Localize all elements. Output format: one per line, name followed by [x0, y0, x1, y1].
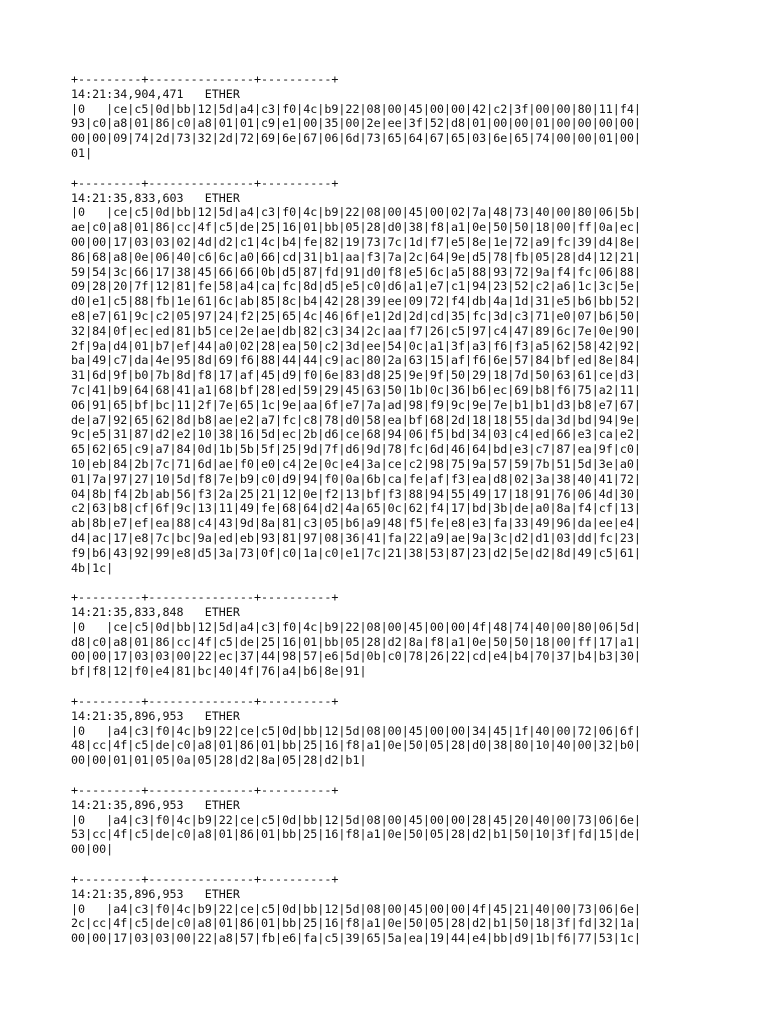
- hex-line: 9c|e5|31|87|d2|e2|10|38|16|5d|ec|2b|d6|ce|68|94|06|f5|bd|34|03|c4|ed|66|e3|ca|e2|: [71, 427, 641, 442]
- hex-line: 2c|cc|4f|c5|de|c0|a8|01|86|01|bb|25|16|f8|a1|0e|50|05|28|d2|b1|50|18|3f|fd|32|1a|: [71, 916, 641, 931]
- hex-line: 65|62|65|c9|a7|84|0d|1b|5b|5f|25|9d|7f|d6|9d|78|fc|6d|46|64|bd|e3|c7|87|ea|9f|c0|: [71, 442, 641, 457]
- hex-line: 93|c0|a8|01|86|c0|a8|01|01|c9|e1|00|35|00|2e|ee|3f|52|d8|01|00|00|01|00|00|00|00|: [71, 116, 641, 131]
- packet-separator: +---------+---------------+----------+: [71, 72, 339, 86]
- packet-separator: +---------+---------------+----------+: [71, 872, 339, 887]
- hex-line: de|a7|92|65|62|8d|b8|ae|e2|a7|fc|c8|78|d0|58|ea|bf|68|2d|18|18|55|da|3d|bd|94|9e|: [71, 412, 641, 427]
- hex-line: 2f|9a|d4|01|b7|ef|44|a0|02|28|ea|50|c2|3d|ee|54|0c|a1|3f|a3|f6|f3|a5|62|58|42|92|: [71, 338, 641, 353]
- hex-line: 00|00|01|01|05|0a|05|28|d2|8a|05|28|d2|b1|: [71, 753, 367, 768]
- hex-line: d8|c0|a8|01|86|cc|4f|c5|de|25|16|01|bb|05|28|d2|8a|f8|a1|0e|50|50|18|00|ff|17|a1|: [71, 634, 641, 649]
- packet-timestamp-header: 14:21:34,904,471 ETHER: [71, 86, 240, 101]
- hex-line: 7c|41|b9|64|68|41|a1|68|bf|28|ed|59|29|45|63|50|1b|0c|36|b6|ec|69|b8|f6|75|a2|11|: [71, 382, 641, 397]
- hex-line: bf|f8|12|f0|e4|81|bc|40|4f|76|a4|b6|8e|91|: [71, 664, 367, 679]
- hex-line: |0 |a4|c3|f0|4c|b9|22|ce|c5|0d|bb|12|5d|08|00|45|00|00|34|45|1f|40|00|72|06|6f|: [71, 723, 641, 738]
- hex-line: 32|84|0f|ec|ed|81|b5|ce|2e|ae|db|82|c3|34|2c|aa|f7|26|c5|97|c4|47|89|6c|7e|0e|90|: [71, 323, 641, 338]
- packet-block: [71, 176, 691, 576]
- hex-line: ba|49|c7|da|4e|95|8d|69|f6|88|44|44|c9|ac|80|2a|63|15|af|f6|6e|57|84|bf|ed|8e|84|: [71, 353, 641, 368]
- hex-dump-document: [71, 72, 691, 961]
- hex-line: 4b|1c|: [71, 560, 114, 575]
- hex-line: c2|63|b8|cf|6f|9c|13|11|49|fe|68|64|d2|4a|65|0c|62|f4|17|bd|3b|de|a0|8a|f4|cf|13|: [71, 501, 641, 516]
- hex-line: 06|91|65|bf|bc|11|2f|7e|65|1c|9e|aa|6f|e7|7a|ad|98|f9|9c|9e|7e|b1|b1|d3|b8|e7|67|: [71, 397, 641, 412]
- packet-timestamp-header: 14:21:35,896,953 ETHER: [71, 797, 240, 812]
- hex-line: d0|e1|c5|88|fb|1e|61|6c|ab|85|8c|b4|42|28|39|ee|09|72|f4|db|4a|1d|31|e5|b6|bb|52|: [71, 294, 641, 309]
- hex-line: |0 |ce|c5|0d|bb|12|5d|a4|c3|f0|4c|b9|22|08|00|45|00|02|7a|48|73|40|00|80|06|5b|: [71, 205, 641, 220]
- hex-line: 86|68|a8|0e|06|40|c6|6c|a0|66|cd|31|b1|aa|f3|7a|2c|64|9e|d5|78|fb|05|28|d4|12|21|: [71, 249, 641, 264]
- hex-line: 53|cc|4f|c5|de|c0|a8|01|86|01|bb|25|16|f8|a1|0e|50|05|28|d2|b1|50|10|3f|fd|15|de|: [71, 827, 641, 842]
- packet-block: [71, 590, 691, 679]
- hex-line: |0 |ce|c5|0d|bb|12|5d|a4|c3|f0|4c|b9|22|08|00|45|00|00|42|c2|3f|00|00|80|11|f4|: [71, 101, 641, 116]
- packet-timestamp-header: 14:21:35,833,603 ETHER: [71, 190, 240, 205]
- hex-line: 48|cc|4f|c5|de|c0|a8|01|86|01|bb|25|16|f8|a1|0e|50|05|28|d0|38|80|10|40|00|32|b0|: [71, 738, 641, 753]
- hex-line: 00|00|: [71, 842, 114, 857]
- packet-timestamp-header: 14:21:35,896,953 ETHER: [71, 886, 240, 901]
- hex-line: 10|eb|84|2b|7c|71|6d|ae|f0|e0|c4|2e|0c|e4|3a|ce|c2|98|75|9a|57|59|7b|51|5d|3e|a0|: [71, 456, 641, 471]
- hex-line: f9|b6|43|92|99|e8|d5|3a|73|0f|c0|1a|c0|e1|7c|21|38|53|87|23|d2|5e|d2|8d|49|c5|61|: [71, 545, 641, 560]
- hex-line: 31|6d|9f|b0|7b|8d|f8|17|af|45|d9|f0|6e|83|d8|25|9e|9f|50|29|18|7d|50|63|61|ce|d3|: [71, 368, 641, 383]
- packet-block: [71, 694, 691, 768]
- packet-separator: +---------+---------------+----------+: [71, 694, 339, 709]
- hex-line: d4|ac|17|e8|7c|bc|9a|ed|eb|93|81|97|08|36|41|fa|22|a9|ae|9a|3c|d2|d1|03|dd|fc|23|: [71, 530, 641, 545]
- hex-line: 00|00|17|03|03|00|22|ec|37|44|98|57|e6|5d|0b|c0|78|26|22|cd|e4|b4|70|37|b4|b3|30|: [71, 649, 641, 664]
- packet-separator: +---------+---------------+----------+: [71, 783, 339, 798]
- packet-block: [71, 872, 691, 946]
- hex-line: |0 |a4|c3|f0|4c|b9|22|ce|c5|0d|bb|12|5d|08|00|45|00|00|28|45|20|40|00|73|06|6e|: [71, 812, 641, 827]
- hex-line: |0 |ce|c5|0d|bb|12|5d|a4|c3|f0|4c|b9|22|08|00|45|00|00|4f|48|74|40|00|80|06|5d|: [71, 619, 641, 634]
- hex-line: 00|00|09|74|2d|73|32|2d|72|69|6e|67|06|6d|73|65|64|67|65|03|6e|65|74|00|00|01|00|: [71, 131, 641, 146]
- hex-line: 01|7a|97|27|10|5d|f8|7e|b9|c0|d9|94|f0|0a|6b|ca|fe|af|f3|ea|d8|02|3a|38|40|41|72|: [71, 471, 641, 486]
- hex-line: 00|00|17|03|03|02|4d|d2|c1|4c|b4|fe|82|19|73|7c|1d|f7|e5|8e|1e|72|a9|fc|39|d4|8e|: [71, 234, 641, 249]
- packet-block: [71, 72, 691, 161]
- packet-separator: +---------+---------------+----------+: [71, 175, 339, 190]
- packet-block: [71, 783, 691, 857]
- hex-line: 09|28|20|7f|12|81|fe|58|a4|ca|fc|8d|d5|e5|c0|d6|a1|e7|c1|94|23|52|c2|a6|1c|3c|5e|: [71, 279, 641, 294]
- hex-line: 04|8b|f4|2b|ab|56|f3|2a|25|21|12|0e|f2|13|bf|f3|88|94|55|49|17|18|91|76|06|4d|30|: [71, 486, 641, 501]
- hex-line: |0 |a4|c3|f0|4c|b9|22|ce|c5|0d|bb|12|5d|08|00|45|00|00|4f|45|21|40|00|73|06|6e|: [71, 901, 641, 916]
- hex-line: ae|c0|a8|01|86|cc|4f|c5|de|25|16|01|bb|05|28|d0|38|f8|a1|0e|50|50|18|00|ff|0a|ec|: [71, 220, 641, 235]
- hex-line: ab|8b|e7|ef|ea|88|c4|43|9d|8a|81|c3|05|b6|a9|48|f5|fe|e8|e3|fa|33|49|96|da|ee|e4|: [71, 516, 641, 531]
- hex-line: 01|: [71, 145, 93, 160]
- hex-line: 00|00|17|03|03|00|22|a8|57|fb|e6|fa|c5|39|65|5a|ea|19|44|e4|bb|d9|1b|f6|77|53|1c|: [71, 931, 641, 946]
- packet-separator: +---------+---------------+----------+: [71, 590, 339, 605]
- hex-line: 59|54|3c|66|17|38|45|66|66|0b|d5|87|fd|91|d0|f8|e5|6c|a5|88|93|72|9a|f4|fc|06|88|: [71, 264, 641, 279]
- packet-timestamp-header: 14:21:35,896,953 ETHER: [71, 708, 240, 723]
- packet-timestamp-header: 14:21:35,833,848 ETHER: [71, 605, 240, 620]
- hex-line: e8|e7|61|9c|c2|05|97|24|f2|25|65|4c|46|6f|e1|2d|2d|cd|35|fc|3d|c3|71|e0|07|b6|50|: [71, 308, 641, 323]
